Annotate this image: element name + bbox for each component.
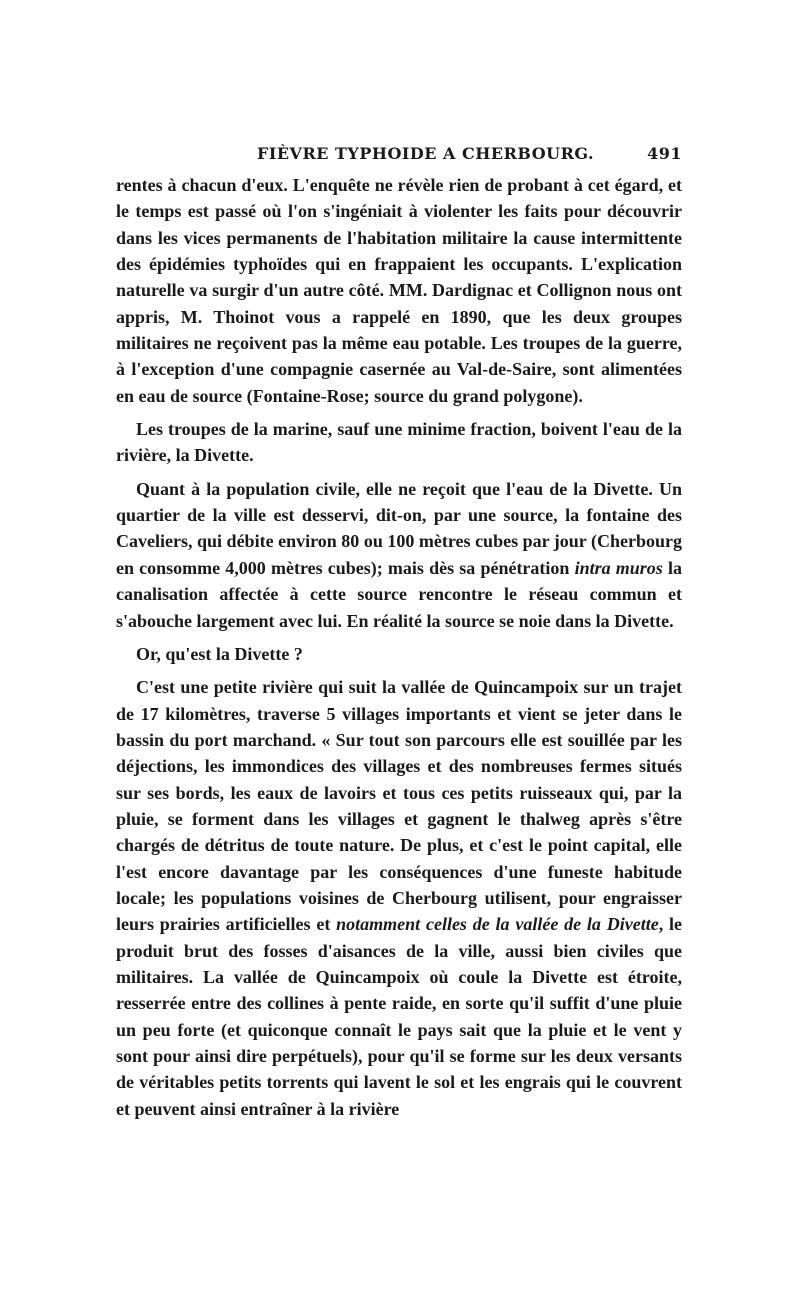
paragraph-3	[116, 476, 682, 634]
body-text	[116, 172, 682, 1129]
paragraph-2-text: Les troupes de la marine, sauf une minime fraction, boivent l'eau de la rivière, la Divette.	[116, 419, 682, 466]
paragraph-1-text: rentes à chacun d'eux. L'enquête ne révèle rien de probant à cet égard, et le temps est passé où l'on s'ingéniait à violenter les faits pour découvrir dans les vices permanents de l'habitation militaire la cause intermittente des épidémies typhoïdes qui en frappaient les occupants. L'explication naturelle va surgir d'un autre côté. MM. Dardignac et Collignon nous ont appris, M. Thoinot vous a rappelé en 1890, que les deux groupes militaires ne reçoivent pas la même eau potable. Les troupes de la guerre, à l'exception d'une compagnie casernée au Val-de-Saire, sont alimentées en eau de source (Fontaine-Rose; source du grand polygone).	[116, 175, 682, 406]
paragraph-3-text-a: Quant à la population civile, elle ne reçoit que l'eau de la Divette. Un quartier de la ville est desservi, dit-on, par une source, la fontaine des Caveliers, qui débite environ 80 ou 100 mètres cubes par jour (Cherbourg en consomme 4,000 mètres cubes); mais dès sa pénétration	[116, 478, 682, 578]
paragraph-2	[116, 416, 682, 469]
paragraph-4-text: Or, qu'est la Divette ?	[136, 643, 303, 664]
paragraph-3-text-b: la canalisation affectée à cette source rencontre le réseau commun et s'abouche largement avec lui. En réalité la source se noie dans la Divette.	[116, 557, 682, 631]
running-title: FIÈVRE TYPHOIDE A CHERBOURG.	[257, 144, 595, 163]
paragraph-3-italic: intra muros	[574, 557, 663, 578]
paragraph-5-text-b: , le produit brut des fosses d'aisances de la ville, aussi bien civiles que militaires. La vallée de Quincampoix où coule la Divette est étroite, resserrée entre des collines à pente raide, en sorte qu'il suffit d'une pluie un peu forte (et quiconque connaît le pays sait que la pluie et le vent y sont pour ainsi dire perpétuels), pour qu'il se forme sur les deux versants de véritables petits torrents qui lavent le sol et les engrais qui le couvrent et peuvent ainsi entraîner à la rivière	[116, 914, 682, 1119]
page-number: 491	[647, 144, 682, 163]
paragraph-5	[116, 674, 682, 1122]
paragraph-1	[116, 172, 682, 409]
paragraph-4	[116, 641, 682, 667]
paragraph-5-text-a: C'est une petite rivière qui suit la vallée de Quincampoix sur un trajet de 17 kilomètres, traverse 5 villages importants et vient se jeter dans le bassin du port marchand. « Sur tout son parcours elle est souillée par les déjections, les immondices des villages et des nombreuses fermes situés sur ses bords, les eaux de lavoirs et tous ces petits ruisseaux qui, par la pluie, se forment dans les villages et gagnent le thalweg après s'être chargés de détritus de toute nature. De plus, et c'est le point capital, elle l'est encore davantage par les conséquences d'une funeste habitude locale; les populations voisines de Cherbourg utilisent, pour engraisser leurs prairies artificielles et	[116, 677, 682, 935]
paragraph-5-italic: notamment celles de la vallée de la Divette	[336, 914, 659, 935]
